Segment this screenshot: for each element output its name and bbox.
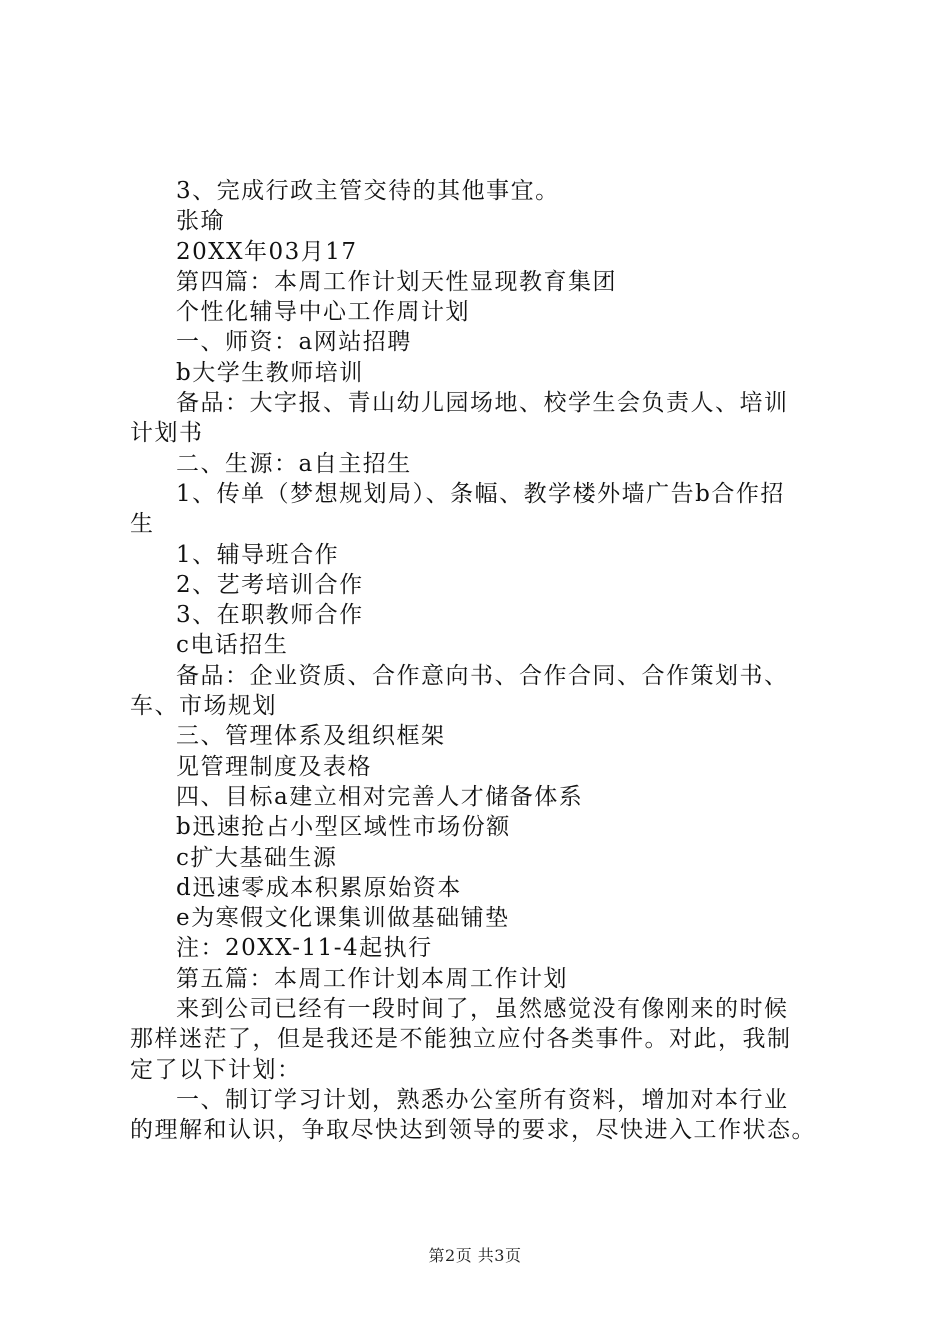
text-line: 备品：大字报、青山幼儿园场地、校学生会负责人、培训 (176, 390, 789, 417)
text-line: 二、生源：a自主招生 (176, 450, 412, 477)
text-line: 3、在职教师合作 (176, 602, 364, 629)
text-line: 个性化辅导中心工作周计划 (176, 299, 470, 326)
text-line: 2、艺考培训合作 (176, 571, 364, 598)
text-line: 备品：企业资质、合作意向书、合作合同、合作策划书、 (176, 662, 789, 689)
text-line: 计划书 (130, 420, 204, 447)
page-footer: 第2页 共3页 (428, 1246, 522, 1265)
text-line: 定了以下计划： (130, 1056, 302, 1083)
text-line: 那样迷茫了，但是我还是不能独立应付各类事件。对此，我制 (130, 1026, 792, 1053)
text-line: 20XX年03月17 (176, 238, 358, 265)
text-line: d迅速零成本积累原始资本 (176, 874, 462, 901)
document-body (130, 176, 836, 1146)
text-line: 来到公司已经有一段时间了，虽然感觉没有像刚来的时候 (176, 996, 789, 1023)
text-line: e为寒假文化课集训做基础铺垫 (176, 905, 510, 932)
text-line: c电话招生 (176, 632, 289, 659)
text-line: c扩大基础生源 (176, 844, 338, 871)
text-line: 一、制订学习计划，熟悉办公室所有资料，增加对本行业 (176, 1086, 789, 1113)
text-line: 生 (130, 511, 155, 538)
text-line: 三、管理体系及组织框架 (176, 723, 446, 750)
text-line: 第四篇：本周工作计划天性显现教育集团 (176, 268, 617, 295)
text-line: 1、辅导班合作 (176, 541, 340, 568)
text-line: 张瑜 (176, 208, 225, 235)
text-line: 车、市场规划 (130, 693, 277, 720)
text-line: 1、传单（梦想规划局）、条幅、教学楼外墙广告b合作招 (176, 480, 785, 507)
text-line: 四、目标a建立相对完善人才储备体系 (176, 783, 584, 810)
text-line: 一、师资：a网站招聘 (176, 329, 412, 356)
text-line: b大学生教师培训 (176, 359, 364, 386)
text-line: 3、完成行政主管交待的其他事宜。 (176, 178, 560, 204)
text-line: b迅速抢占小型区域性市场份额 (176, 814, 511, 841)
text-line: 见管理制度及表格 (176, 753, 372, 780)
text-line: 第五篇：本周工作计划本周工作计划 (176, 965, 568, 992)
text-line: 的理解和认识，争取尽快达到领导的要求，尽快进入工作状态。 (130, 1117, 816, 1144)
text-line: 注：20XX-11-4起执行 (176, 935, 433, 962)
